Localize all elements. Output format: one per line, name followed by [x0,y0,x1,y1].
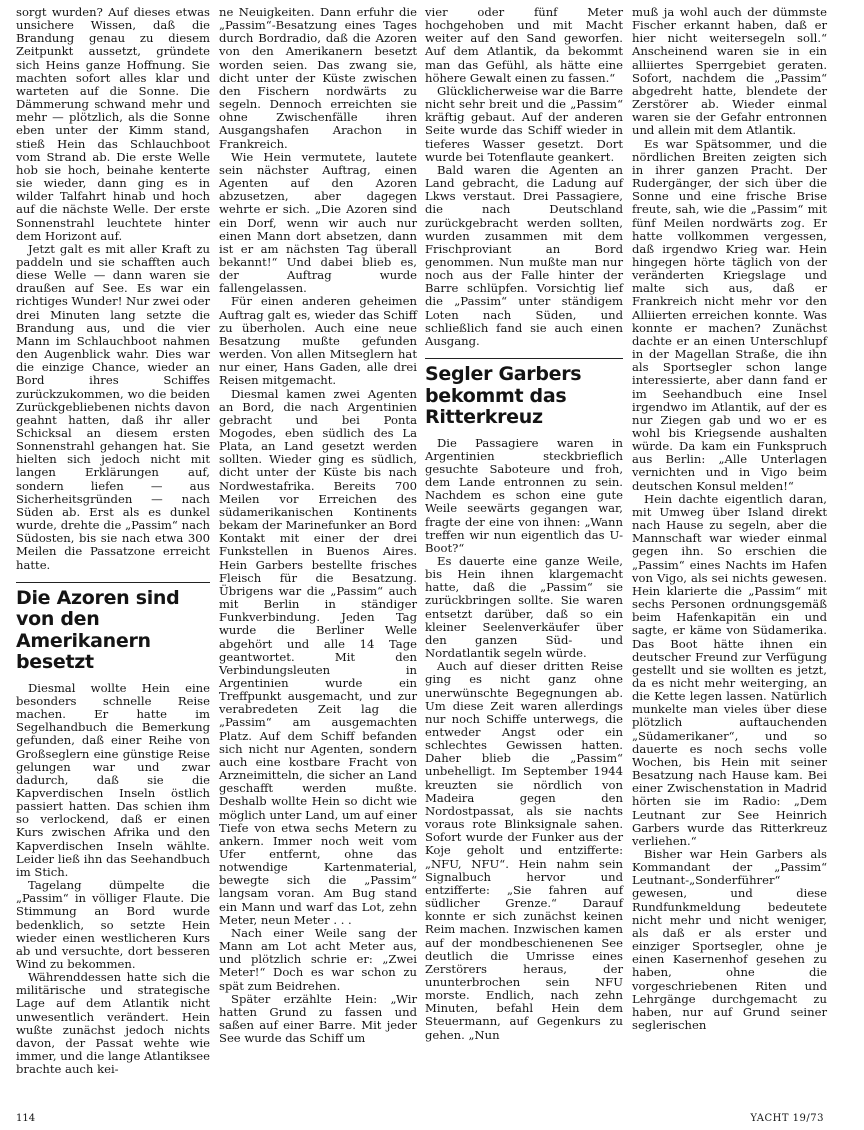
paragraph: Später erzählte Hein: „Wir hatten Grund zu fassen und saßen auf einer Barre. Mit jeder See wurde das Schiff um [219,991,417,1046]
column-3 [425,6,623,1042]
column-4 [632,6,827,1032]
paragraph: muß ja wohl auch der dümmste Fischer erkannt haben, daß er hier nicht weitersegeln soll.“ Anscheinend waren sie in ein alliiertes Sperrgebiet geraten. Sofort, nachdem die „Passim“ abgedreht hatte, blendete der Zerstörer ab. Wieder einmal waren sie der Gefahr entronnen und allein mit dem Atlantik. [632,5,827,138]
paragraph: Währenddessen hatte sich die militärische und strategische Lage auf dem Atlantik nicht unwesentlich verändert. Hein wußte zunächst jedoch nichts davon, der Passat wehte wie immer, und die lange Atlantiksee brachte auch kei- [16,970,210,1077]
paragraph: sorgt wurden? Auf dieses etwas unsichere Wissen, daß die Brandung genau zu diesem Zeitpunkt aussetzt, gründete sich Heins ganze Hoffnung. Sie machten sofort alles klar und warteten auf die Sonne. Die Dämmerung schwand mehr und mehr — plötzlich, als die Sonne eben unter der Kimm stand, stieß Hein das Schlauchboot vom Strand ab. Die erste Welle hob sie hoch, beinahe kenterte sie wieder, dann ging es in wilder Talfahrt hinab und hoch auf die nächste Welle. Der erste Sonnenstrahl leuchtete hinter dem Horizont auf. [16,5,210,243]
paragraph: Bald waren die Agenten an Land gebracht, die Ladung auf Lkws verstaut. Drei Passagiere, die nach Deutschland zurückgebracht werden sollten, wurden zusammen mit dem Frischproviant an Bord genommen. Nun mußte man nur noch aus der Falle hinter der Barre schlüpfen. Vorsichtig lief die „Passim“ unter ständigem Loten nach Süden, und schließlich fand sie auch einen Ausgang. [425,162,623,348]
section-headline: Segler Garbers bekommt das Ritterkreuz [425,363,582,429]
section-divider [425,358,623,359]
paragraph: Für einen anderen geheimen Auftrag galt es, wieder das Schiff zu überholen. Auch eine neue Besatzung mußte gefunden werden. Von allen Mitseglern hat nur einer, Hans Gaden, alle drei Reisen mitgemacht. [219,294,417,388]
section-headline: Die Azoren sind von den Amerikanern besetzt [16,586,180,674]
page-number: 114 [16,1113,36,1124]
column-1 [16,6,210,1076]
paragraph: Diesmal wollte Hein eine besonders schnelle Reise machen. Er hatte im Segelhandbuch die Bemerkung gefunden, daß einer Reihe von Großseglern eine günstige Reise gelungen war und zwar dadurch, daß sie die Kapverdischen Inseln östlich passiert hatten. Das schien ihm so verlockend, daß er einen Kurs zwischen Afrika und den Kapverdischen Inseln wählte. Leider ließ ihn das Seehandbuch im Stich. [16,680,210,879]
column-2 [219,6,417,1045]
paragraph: Nach einer Weile sang der Mann am Lot acht Meter aus, und plötzlich schrie er: „Zwei Meter!“ Doch es war schon zu spät zum Beidrehen. [219,925,417,993]
paragraph: Glücklicherweise war die Barre nicht sehr breit und die „Passim“ kräftig gebaut. Auf der anderen Seite wurde das Schiff wieder in tieferes Wasser gesetzt. Dort wurde bei Totenflaute geankert. [425,83,623,164]
paragraph: Hein dachte eigentlich daran, mit Umweg über Island direkt nach Hause zu segeln, aber die Mannschaft war wieder einmal gegen ihn. So erschien die „Passim“ eines Nachts im Hafen von Vigo, als sei nichts gewesen. Hein klarierte die „Passim“ mit sechs Personen ordnungsgemäß beim Hafenkapitän ein und sagte, er käme von Südamerika. Das Boot hätte ihnen ein deutscher Freund zur Verfügung gestellt und sie wollten es jetzt, da es nicht mehr weiterging, an die Kette legen lassen. Natürlich munkelte man vieles über diese plötzlich auftauchenden „Südamerikaner“, und so dauerte es noch sechs volle Wochen, bis Hein mit seiner Besatzung nach Hause kam. Bei einer Zwischenstation in Madrid hörten sie im Radio: „Dem Leutnant zur See Heinrich Garbers wurde das Ritterkreuz verliehen.“ [632,491,827,848]
paragraph: Es dauerte eine ganze Weile, bis Hein ihnen klargemacht hatte, daß die „Passim“ sie zurückbringen sollte. Sie waren entsetzt darüber, daß so ein kleiner Seelenverkäufer über den ganzen Süd- und Nordatlantik segeln würde. [425,553,623,661]
paragraph: ne Neuigkeiten. Dann erfuhr die „Passim“-Besatzung eines Tages durch Bordradio, daß die Azoren von den Amerikanern besetzt worden seien. Das zwang sie, dicht unter der Küste zwischen den Fischern nordwärts zu segeln. Dennoch erreichten sie ohne Zwischenfälle ihren Ausgangshafen Arachon in Frankreich. [219,5,417,151]
paragraph: Tagelang dümpelte die „Passim“ in völliger Flaute. Die Stimmung an Bord wurde bedenklich, so setzte Hein wieder einen westlicheren Kurs ab und versuchte, dort besseren Wind zu bekommen. [16,878,210,971]
paragraph: vier oder fünf Meter hochgehoben und mit Macht weiter auf den Sand geworfen. Auf dem Atlantik, da bekommt man das Gefühl, als hätte eine höhere Gewalt einen zu fassen.“ [425,5,623,85]
paragraph: Diesmal kamen zwei Agenten an Bord, die nach Argentinien gebracht und bei Ponta Mogodes, eben südlich des La Plata, an Land gesetzt werden sollten. Wieder ging es südlich, dicht unter der Küste bis nach Nordwestafrika. Bereits 700 Meilen vor Erreichen des südamerikanischen Kontinents bekam der Marinefunker an Bord Kontakt mit einer der drei Funkstellen in Buenos Aires. Hein Garbers bestellte frisches Fleisch für die Besatzung. Übrigens war die „Passim“ auch mit Berlin in ständiger Funkverbindung. Jeden Tag wurde die Berliner Welle abgehört und alle 14 Tage geantwortet. Mit den Verbindungsleuten in Argentinien wurde ein Treffpunkt ausgemacht, und zur verabredeten Zeit lag die „Passim“ am ausgemachten Platz. Auf dem Schiff befanden sich nicht nur Agenten, sondern auch eine kostbare Fracht von Arzneimitteln, die sicher an Land geschafft werden mußte. Deshalb wollte Hein so dicht wie möglich unter Land, um auf einer Tiefe von etwa sechs Metern zu ankern. Immer noch weit vom Ufer entfernt, ohne das notwendige Kartenmaterial, bewegte sich die „Passim“ langsam voran. Am Bug stand ein Mann und warf das Lot, zehn Meter, neun Meter . . . [219,386,417,927]
paragraph: Jetzt galt es mit aller Kraft zu paddeln und sie schafften auch diese Welle — dann waren sie draußen auf See. Es war ein richtiges Wunder! Nur zwei oder drei Minuten lang setzte die Brandung aus, und die vier Mann im Schlauchboot nahmen den Augenblick wahr. Dies war die einzige Chance, wieder an Bord ihres Schiffes zurückzukommen, wo die beiden Zurückgebliebenen nichts davon geahnt hatten, daß ihr aller Schicksal an diesem ersten Sonnenstrahl gehangen hat. Sie hielten sich jedoch nicht mit langen Erklärungen auf, sondern liefen — aus Sicherheitsgründen — nach Süden ab. Erst als es dunkel wurde, drehte die „Passim“ nach Südosten, bis sie nach etwa 300 Meilen die Passatzone erreicht hatte. [16,241,210,572]
paragraph: Es war Spätsommer, und die nördlichen Breiten zeigten sich in ihrer ganzen Pracht. Der Rudergänger, der sich über die Sonne und eine frische Brise freute, sah, wie die „Passim“ mit fünf Meilen nordwärts zog. Er hatte vollkommen vergessen, daß irgendwo Krieg war. Hein hingegen hörte täglich von der veränderten Kriegslage und malte sich aus, daß er Frankreich nicht mehr vor den Alliierten erreichen konnte. Was konnte er machen? Zunächst dachte er an einen Unterschlupf in der Magellan Straße, die ihn als Sportsegler schon lange interessierte, aber dann fand er im Seehandbuch eine Insel irgendwo im Atlantik, auf der es nur Ziegen gab und wo er es wohl bis Kriegsende aushalten würde. Da kam ein Funkspruch aus Berlin: „Alle Unterlagen vernichten und in Vigo beim deutschen Konsul melden!“ [632,136,827,493]
section-divider [16,582,210,583]
paragraph: Auch auf dieser dritten Reise ging es nicht ganz ohne unerwünschte Begegnungen ab. Um diese Zeit waren allerdings nur noch Schiffe unterwegs, die entweder Angst oder ein schlechtes Gewissen hatten. Daher blieb die „Passim“ unbehelligt. Im September 1944 kreuzten sie nördlich von Madeira gegen den Nordostpassat, als sie nachts voraus rote Blinksignale sahen. Sofort wurde der Funker aus der Koje geholt und entzifferte: „NFU, NFU“. Hein nahm sein Signalbuch hervor und entzifferte: „Sie fahren auf südlicher Grenze.“ Darauf konnte er sich zunächst keinen Reim machen. Inzwischen kamen auf der mondbeschienenen See deutlich die Umrisse eines Zerstörers heraus, der ununterbrochen sein NFU morste. Endlich, nach zehn Minuten, befahl Hein dem Steuermann, auf Gegenkurs zu gehen. „Nun [425,659,623,1042]
paragraph: Wie Hein vermutete, lautete sein nächster Auftrag, einen Agenten auf den Azoren abzusetzen, aber dagegen wehrte er sich. „Die Azoren sind ein Dorf, wenn wir auch nur einen Mann dort absetzen, dann ist er am nächsten Tag überall bekannt!“ Und dabei blieb es, der Auftrag wurde fallengelassen. [219,149,417,296]
paragraph: Die Passagiere waren in Argentinien steckbrieflich gesuchte Saboteure und froh, dem Lande entronnen zu sein. Nachdem es schon eine gute Weile seewärts gegangen war, fragte der eine von ihnen: „Wann treffen wir nun eigentlich das U-Boot?“ [425,435,623,555]
issue-label: YACHT 19/73 [750,1113,824,1124]
paragraph: Bisher war Hein Garbers als Kommandant der „Passim“ Leutnant-„Sonderführer“ gewesen, und diese Rundfunkmeldung bedeutete nicht mehr und nicht weniger, als daß er als erster und einziger Sportsegler, ohne je einen Kasernenhof gesehen zu haben, ohne die vorgeschriebenen Riten und Lehrgänge durchgemacht zu haben, nur auf Grund seiner seglerischen [632,847,827,1033]
